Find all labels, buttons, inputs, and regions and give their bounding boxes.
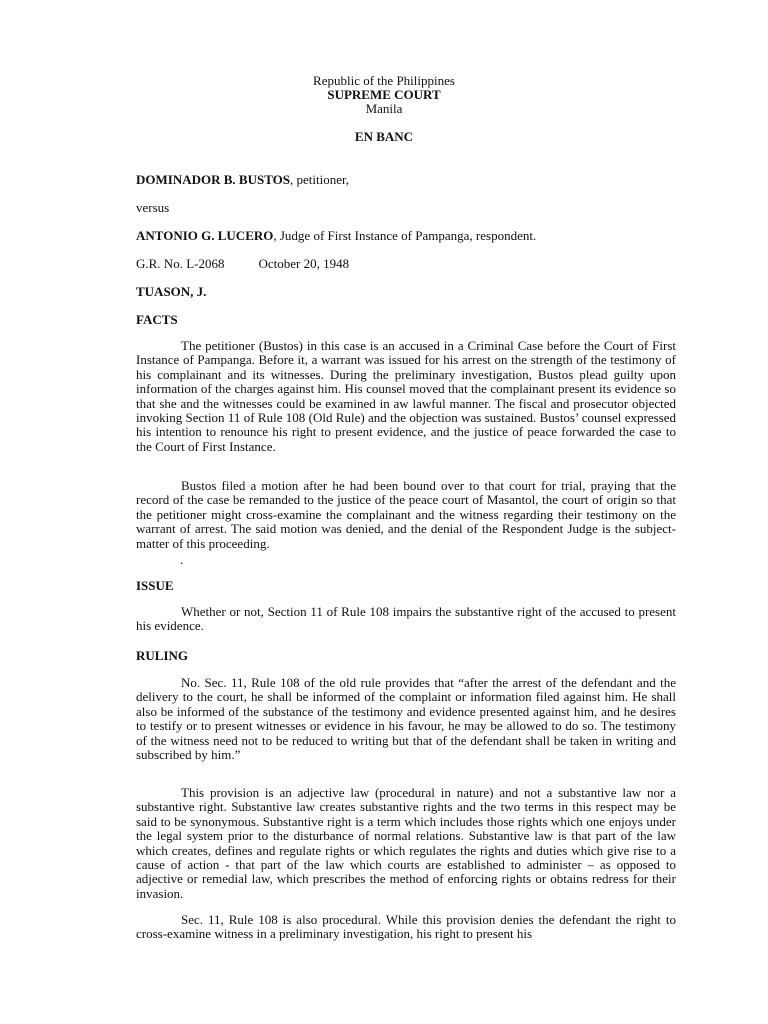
header-city: Manila bbox=[365, 101, 403, 116]
ruling-paragraph-2: This provision is an adjective law (procedural in nature) and not a substantive law nor a substantive right. Substantive law creates substantive rights and the two terms in this respect may be said to be synonymous. Substantive right is a term which includes those rights which one enjoys under the legal system prior to the disturbance of normal relations. Substantive law is that part of the law which creates, defines and regulate rights or which regulates the rights and duties which give rise to a cause of action - that part of the law which courts are established to administer – as opposed to adjective or remedial law, which prescribes the method of enforcing rights or obtains redress for their invasion. bbox=[136, 785, 676, 901]
facts-heading: FACTS bbox=[136, 312, 178, 327]
facts-paragraph-1: The petitioner (Bustos) in this case is an accused in a Criminal Case before the Court of First Instance of Pampanga. Before it, a warrant was issued for his arrest on the strength of the testimony of his complainant and its witnesses. During the preliminary investigation, Bustos plead guilty upon information of the charges against him. His counsel moved that the complainant present its evidence so that she and the witnesses could be examined in aw lawful manner. The fiscal and prosecutor objected invoking Section 11 of Rule 108 (Old Rule) and the objection was sustained. Bustos’ counsel expressed his intention to renounce his right to present evidence, and the justice of peace forwarded the case to the Court of First Instance. bbox=[136, 338, 676, 454]
petitioner-role: , petitioner, bbox=[289, 172, 350, 187]
respondent-line bbox=[136, 228, 536, 243]
ponente: TUASON, J. bbox=[136, 284, 207, 299]
header-republic: Republic of the Philippines bbox=[313, 73, 455, 88]
decision-date: October 20, 1948 bbox=[258, 256, 350, 271]
ruling-heading: RULING bbox=[136, 648, 189, 663]
versus-text: versus bbox=[136, 200, 170, 215]
ruling-paragraph-3: Sec. 11, Rule 108 is also procedural. While this provision denies the defendant the right to cross-examine witness in a preliminary investigation, his right to present his bbox=[136, 912, 676, 942]
case-number-line bbox=[136, 256, 349, 271]
stray-dot: . bbox=[180, 552, 184, 567]
issue-heading: ISSUE bbox=[136, 578, 174, 593]
header-court: SUPREME COURT bbox=[327, 87, 441, 102]
respondent-name: ANTONIO G. LUCERO bbox=[136, 228, 274, 243]
issue-paragraph: Whether or not, Section 11 of Rule 108 impairs the substantive right of the accused to present his evidence. bbox=[136, 604, 676, 634]
petitioner-name: DOMINADOR B. BUSTOS bbox=[136, 172, 290, 187]
header-division: EN BANC bbox=[354, 129, 414, 144]
respondent-role: , Judge of First Instance of Pampanga, respondent. bbox=[273, 228, 537, 243]
gr-number: G.R. No. L-2068 bbox=[136, 256, 225, 271]
facts-paragraph-2: Bustos filed a motion after he had been bound over to that court for trial, praying that the record of the case be remanded to the justice of the peace court of Masantol, the court of origin so that the petitioner might cross-examine the complainant and the witness regarding their testimony on the warrant of arrest. The said motion was denied, and the denial of the Respondent Judge is the subject-matter of this proceeding. bbox=[136, 478, 676, 551]
petitioner-line bbox=[136, 172, 349, 187]
ruling-paragraph-1: No. Sec. 11, Rule 108 of the old rule provides that “after the arrest of the defendant and the delivery to the court, he shall be informed of the complaint or information filed against him. He shall also be informed of the substance of the testimony and evidence presented against him, and he desires to testify or to present witnesses or evidence in his favour, he may be allowed to do so. The testimony of the witness need not to be reduced to writing but that of the defendant shall be taken in writing and subscribed by him.” bbox=[136, 675, 676, 763]
